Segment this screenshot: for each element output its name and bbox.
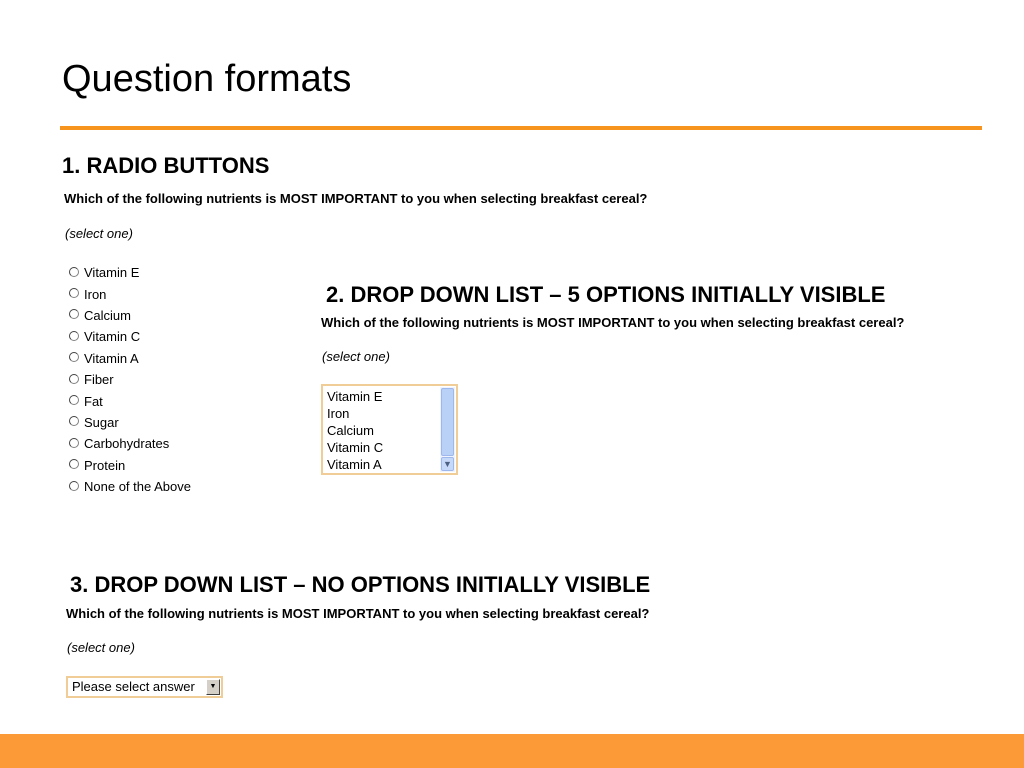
radio-button-icon[interactable] bbox=[69, 352, 79, 362]
radio-label: Carbohydrates bbox=[84, 436, 170, 452]
nutrient-listbox[interactable] bbox=[321, 384, 458, 475]
radio-button-icon[interactable] bbox=[69, 459, 79, 469]
radio-option[interactable] bbox=[69, 348, 191, 369]
radio-button-icon[interactable] bbox=[69, 374, 79, 384]
listbox-options bbox=[327, 388, 383, 473]
radio-option[interactable] bbox=[69, 433, 191, 454]
dropdown-selected-value: Please select answer bbox=[72, 679, 195, 694]
chevron-down-icon[interactable]: ▼ bbox=[441, 457, 454, 471]
radio-button-icon[interactable] bbox=[69, 438, 79, 448]
listbox-option[interactable]: Vitamin A bbox=[327, 457, 382, 472]
radio-label: Vitamin E bbox=[84, 265, 140, 281]
section-heading-radio: 1. RADIO BUTTONS bbox=[62, 153, 270, 178]
radio-button-icon[interactable] bbox=[69, 288, 79, 298]
radio-option[interactable] bbox=[69, 369, 191, 390]
page-title: Question formats bbox=[62, 58, 352, 100]
listbox-option[interactable]: Vitamin E bbox=[327, 389, 383, 404]
radio-list bbox=[69, 262, 191, 497]
radio-option[interactable] bbox=[69, 326, 191, 347]
select-hint: (select one) bbox=[65, 226, 133, 241]
section-heading-listbox: 2. DROP DOWN LIST – 5 OPTIONS INITIALLY VISIBLE bbox=[326, 282, 886, 307]
radio-option[interactable] bbox=[69, 455, 191, 476]
listbox-option[interactable]: Iron bbox=[327, 406, 350, 421]
section-heading-dropdown: 3. DROP DOWN LIST – NO OPTIONS INITIALLY VISIBLE bbox=[70, 572, 651, 597]
radio-label: Iron bbox=[84, 286, 107, 302]
title-divider bbox=[60, 126, 982, 130]
radio-option[interactable] bbox=[69, 412, 191, 433]
radio-label: Protein bbox=[84, 457, 126, 473]
select-hint: (select one) bbox=[67, 640, 135, 655]
listbox-scrollbar[interactable] bbox=[440, 387, 455, 472]
radio-option[interactable] bbox=[69, 262, 191, 283]
radio-label: Vitamin C bbox=[84, 329, 141, 345]
question-text: Which of the following nutrients is MOST IMPORTANT to you when selecting breakfast cereal? bbox=[64, 191, 648, 206]
radio-label: None of the Above bbox=[84, 479, 191, 495]
radio-option[interactable] bbox=[69, 305, 191, 326]
question-text: Which of the following nutrients is MOST IMPORTANT to you when selecting breakfast cereal? bbox=[66, 606, 650, 621]
radio-label: Calcium bbox=[84, 307, 131, 323]
radio-button-icon[interactable] bbox=[69, 395, 79, 405]
select-hint: (select one) bbox=[322, 349, 390, 364]
radio-label: Fiber bbox=[84, 372, 114, 388]
listbox-option[interactable]: Vitamin C bbox=[327, 440, 384, 455]
radio-option[interactable] bbox=[69, 476, 191, 497]
radio-label: Fat bbox=[84, 393, 103, 409]
radio-button-icon[interactable] bbox=[69, 416, 79, 426]
radio-button-icon[interactable] bbox=[69, 331, 79, 341]
footer-bar bbox=[0, 734, 1024, 768]
question-text: Which of the following nutrients is MOST IMPORTANT to you when selecting breakfast cereal? bbox=[321, 315, 905, 330]
radio-button-icon[interactable] bbox=[69, 309, 79, 319]
radio-label: Sugar bbox=[84, 414, 119, 430]
radio-option[interactable] bbox=[69, 390, 191, 411]
radio-label: Vitamin A bbox=[84, 350, 139, 366]
triangle-down-icon[interactable]: ▼ bbox=[206, 679, 220, 695]
radio-option[interactable] bbox=[69, 283, 191, 304]
scroll-thumb[interactable] bbox=[441, 388, 454, 456]
listbox-option[interactable]: Calcium bbox=[327, 423, 374, 438]
radio-button-icon[interactable] bbox=[69, 267, 79, 277]
answer-dropdown[interactable] bbox=[66, 676, 223, 698]
radio-button-icon[interactable] bbox=[69, 481, 79, 491]
